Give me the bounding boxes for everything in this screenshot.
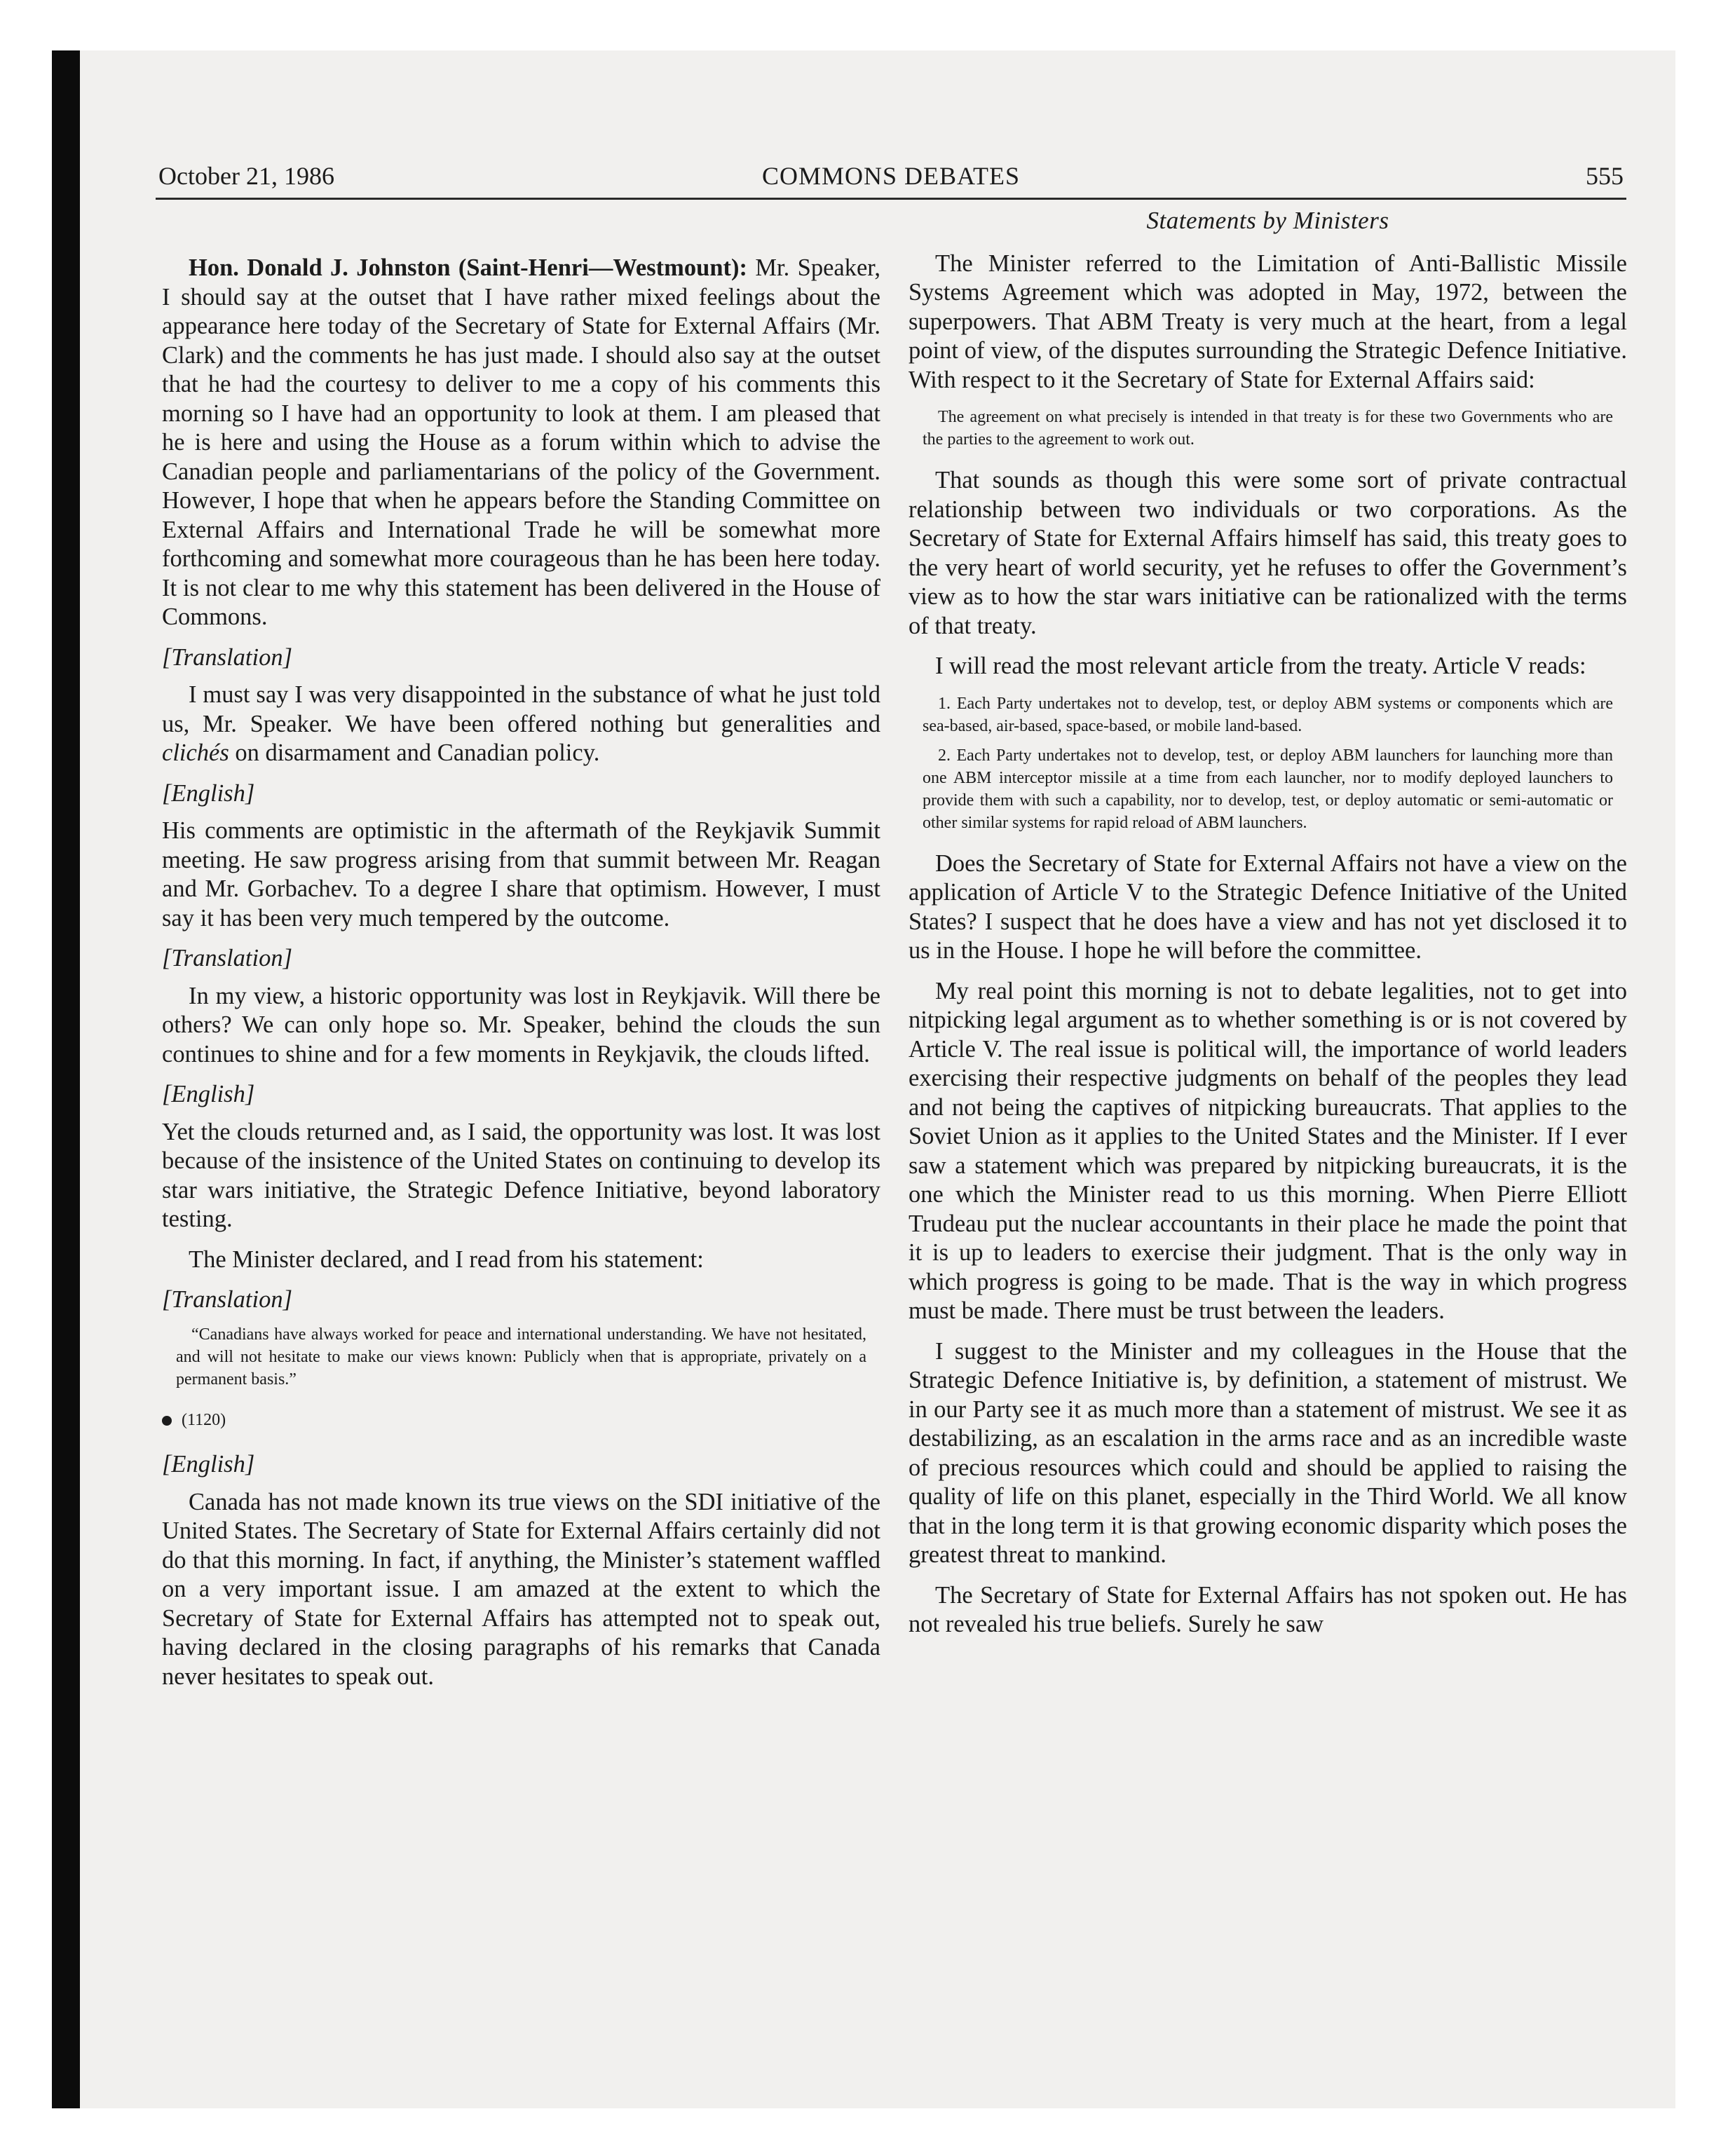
paragraph <box>162 254 880 632</box>
paragraph: In my view, a historic opportunity was lost in Reykjavik. Will there be others? We can only hope so. Mr. Speaker, behind the clouds the sun continues to shine and for a few moments in Reykjavik, the clouds lifted. <box>162 982 880 1067</box>
right-column <box>909 206 1627 1651</box>
paragraph: I will read the most relevant article from the treaty. Article V reads: <box>935 653 1586 679</box>
publication-title: COMMONS DEBATES <box>761 162 1021 190</box>
left-column <box>162 254 880 1703</box>
language-label: [Translation] <box>162 945 292 971</box>
binding-edge <box>52 50 80 2108</box>
article-item: 2. Each Party undertakes not to develop, test, or deploy ABM launchers for launching more than one ABM interceptor missile at a time from each launcher, nor to modify deployed launchers to provide them with such a capability, nor to develop, test, or deploy automatic or semi-automatic or other similar systems for rapid reload of ABM launchers. <box>923 746 1613 832</box>
paragraph: That sounds as though this were some sort of private contractual relationship between two individuals or two corporations. As the Secretary of State for External Affairs himself has said, this treaty goes to the very heart of world security, yet he refuses to offer the Government’s view as to how the star wars initiative can be rationalized with the terms of that treaty. <box>909 467 1627 639</box>
paragraph: The Secretary of State for External Affairs has not spoken out. He has not revealed his true beliefs. Surely he saw <box>909 1581 1627 1637</box>
running-head <box>156 157 1626 200</box>
paragraph-text: Mr. Speaker, I should say at the outset that I have rather mixed feelings about the appearance here today of the Secretary of State for External Affairs (Mr. Clark) and the comments he has just made. I should also say at the outset that he had the courtesy to deliver to me a copy of his comments this morning so I have had an opportunity to look at them. I am pleased that he is here and using the House as a forum within which to advise the Canadian people and parliamentarians of the policy of the Government. However, I hope that when he appears before the Standing Committee on External Affairs and International Trade he will be somewhat more forthcoming and somewhat more courageous than he has been here today. It is not clear to me why this statement has been delivered in the House of Commons. <box>162 254 880 630</box>
paragraph: Yet the clouds returned and, as I said, the opportunity was lost. It was lost because of the insistence of the United States on continuing to develop its star wars initiative, the Strategic Defence Initiative, beyond laboratory testing. <box>162 1118 880 1232</box>
block-quote: “Canadians have always worked for peace and international understanding. We have not hesitated, and will not hesitate to make our views known: Publicly when that is appropriate, privately on a permanent basis.” <box>176 1325 866 1389</box>
language-label: [Translation] <box>162 1286 292 1313</box>
header-date: October 21, 1986 <box>158 162 334 190</box>
paragraph: My real point this morning is not to debate legalities, not to get into nitpicking legal argument as to whether something is or is not covered by Article V. The real issue is political will, the importance of world leaders exercising their respective judgments on behalf of the peoples they lead and not being the captives of nitpicking bureaucrats. That applies to the Soviet Union as it applies to the United States and the Minister. If I ever saw a statement which was prepared by nitpicking bureaucrats, it is the one which the Minister read to us this morning. When Pierre Elliott Trudeau put the nuclear accountants in their place he made the point that it is up to leaders to exercise their judgment. That is the only way in which progress is going to be made. That is the way in which progress must be made. There must be trust between the leaders. <box>909 977 1627 1324</box>
paragraph: Canada has not made known its true views on the SDI initiative of the United States. The Secretary of State for External Affairs certainly did not do that this morning. In fact, if anything, the Minister’s statement waffled on a very important issue. I am amazed at the extent to which the Secretary of State for External Affairs has attempted not to speak out, having declared in the closing paragraphs of his remarks that Canada never hesitates to speak out. <box>162 1488 880 1690</box>
paragraph: I suggest to the Minister and my colleagues in the House that the Strategic Defence Initiative is, by definition, a statement of mistrust. We in our Party see it as much more than a statement of mistrust. We see it as destabilizing, as an escalation in the arms race and as an incredible waste of precious resources which could and should be applied to raising the quality of life on this planet, especially in the Third World. We all know that in the long term it is that growing economic disparity which poses the greatest threat to mankind. <box>909 1337 1627 1568</box>
paragraph: The Minister referred to the Limitation of Anti-Ballistic Missile Systems Agreement which was adopted in May, 1972, between the superpowers. That ABM Treaty is very much at the heart, from a legal point of view, of the disputes surrounding the Strategic Defence Initiative. With respect to it the Secretary of State for External Affairs said: <box>909 250 1627 393</box>
language-label: [English] <box>162 1451 255 1478</box>
time-marker-text: (1120) <box>182 1410 226 1429</box>
language-label: [English] <box>162 779 255 807</box>
paragraph-text: I must say I was very disappointed in the substance of what he just told us, Mr. Speaker. We have been offered nothing but generalities and <box>162 681 880 737</box>
paragraph <box>162 681 880 768</box>
bullet-icon <box>162 1416 172 1426</box>
paragraph: His comments are optimistic in the aftermath of the Reykjavik Summit meeting. He saw progress arising from that summit between Mr. Reagan and Mr. Gorbachev. To a degree I share that optimism. However, I must say it has been very much tempered by the outcome. <box>162 817 880 932</box>
language-label: [English] <box>162 1081 255 1107</box>
paragraph: Does the Secretary of State for External Affairs not have a view on the application of Article V to the Strategic Defence Initiative of the United States? I suspect that he does have a view and has not yet disclosed it to us in the House. I hope he will before the committee. <box>909 850 1627 964</box>
block-quote: The agreement on what precisely is intended in that treaty is for these two Governments who are the parties to the agreement to work out. <box>923 408 1613 449</box>
italic-word: clichés <box>162 739 229 766</box>
paragraph: The Minister declared, and I read from his statement: <box>189 1246 704 1273</box>
time-marker <box>162 1406 880 1435</box>
article-item: 1. Each Party undertakes not to develop, test, or deploy ABM systems or components which are sea-based, air-based, space-based, or mobile land-based. <box>923 694 1613 735</box>
paragraph-text: on disarmament and Canadian policy. <box>229 739 600 766</box>
page-number: 555 <box>1586 162 1624 190</box>
section-title: Statements by Ministers <box>1146 207 1389 234</box>
scanned-page <box>52 50 1675 2108</box>
language-label: [Translation] <box>162 643 292 671</box>
speaker-name: Hon. Donald J. Johnston (Saint-Henri—Westmount): <box>189 254 747 281</box>
